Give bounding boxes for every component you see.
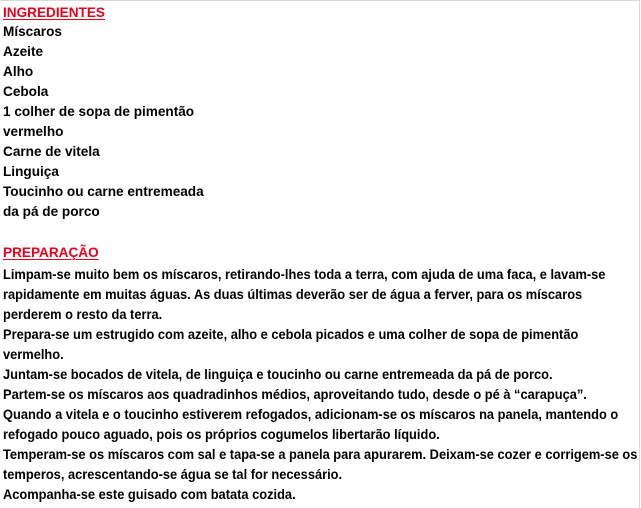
- ingredients-heading: INGREDIENTES: [3, 5, 105, 20]
- list-item: Toucinho ou carne entremeada: [3, 184, 204, 199]
- ingredients-list: [3, 22, 204, 222]
- text-line: Temperam-se os míscaros com sal e tapa-se a panela para apurarem. Deixam-se cozer e corrigem-se os: [3, 447, 638, 462]
- text-line: Acompanha-se este guisado com batata cozida.: [3, 487, 296, 502]
- text-line: vermelho.: [3, 347, 64, 362]
- text-line: Prepara-se um estrugido com azeite, alho e cebola picados e uma colher de sopa de pimentão: [3, 327, 579, 342]
- text-line: Quando a vitela e o toucinho estiverem refogados, adicionam-se os míscaros na panela, mantendo o: [3, 407, 619, 422]
- list-item: Azeite: [3, 44, 44, 59]
- text-line: Limpam-se muito bem os míscaros, retirando-lhes toda a terra, com ajuda de uma faca, e lavam-se: [3, 267, 606, 282]
- list-item: 1 colher de sopa de pimentão: [3, 104, 195, 119]
- text-line: temperos, acrescentando-se água se tal for necessário.: [3, 467, 343, 482]
- list-item: Míscaros: [3, 24, 62, 39]
- text-line: Juntam-se bocados de vitela, de linguiça e toucinho ou carne entremeada da pá de porco.: [3, 367, 553, 382]
- list-item: Cebola: [3, 84, 49, 99]
- list-item: Linguiça: [3, 164, 59, 179]
- text-line: perderem o resto da terra.: [3, 307, 163, 322]
- list-item: Alho: [3, 64, 34, 79]
- text-line: refogado pouco aguado, pois os próprios cogumelos libertarão líquido.: [3, 427, 440, 442]
- list-item: da pá de porco: [3, 204, 100, 219]
- list-item: vermelho: [3, 124, 64, 139]
- preparation-heading: PREPARAÇÃO: [3, 245, 99, 260]
- preparation-text: [3, 265, 641, 505]
- text-line: Partem-se os míscaros aos quadradinhos médios, aproveitando tudo, desde o pé à “carapuça”.: [3, 387, 587, 402]
- text-line: rapidamente em muitas águas. As duas últimas deverão ser de água a ferver, para os míscaros: [3, 287, 583, 302]
- list-item: Carne de vitela: [3, 144, 100, 159]
